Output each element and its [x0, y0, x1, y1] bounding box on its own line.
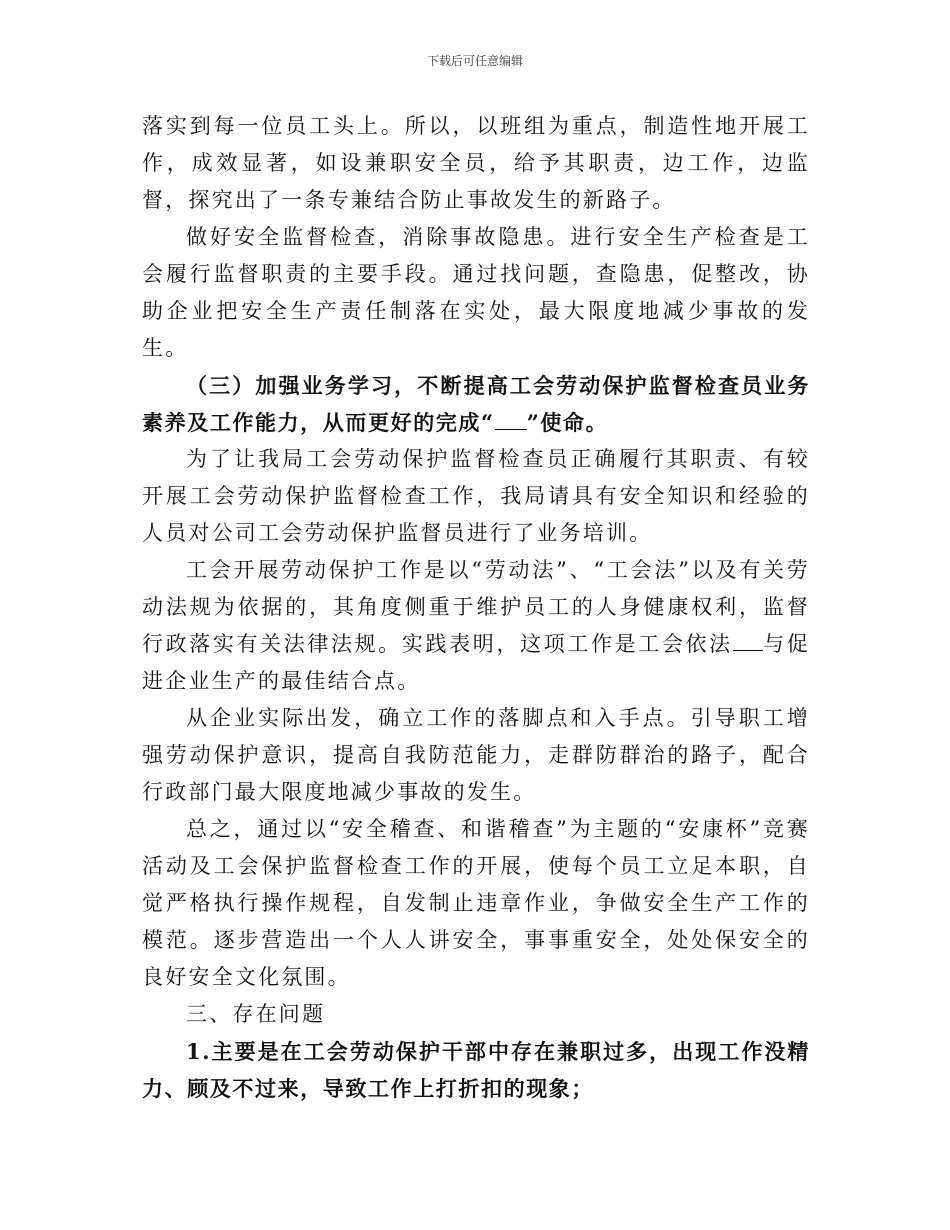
paragraph-4: 为了让我局工会劳动保护监督检查员正确履行其职责、有较开展工会劳动保护监督检查工作，我局请具有安全知识和经验的人员对公司工会劳动保护监督员进行了业务培训。: [142, 447, 810, 545]
paragraph-5: [142, 552, 810, 700]
document-body: [142, 108, 810, 1107]
paragraph-8: 1.主要是在工会劳动保护干部中存在兼职过多，出现工作没精力、顾及不过来，导致工作上打折扣的现象；: [142, 1039, 810, 1101]
fill-blank-1: [495, 409, 527, 430]
page-header: 下载后可任意编辑: [426, 54, 523, 68]
fill-blank-2: [733, 630, 763, 651]
heading-text-before: （三）加强业务学习，不断提高工会劳动保护监督检查员业务素养及工作能力，从而更好的完成“: [142, 373, 810, 435]
section-heading-3: [142, 367, 810, 441]
paragraph-7: 总之，通过以“安全稽查、和谐稽查”为主题的“安康杯”竞赛活动及工会保护监督检查工作的开展，使每个员工立足本职，自觉严格执行操作规程，自发制止违章作业，争做安全生产工作的模范。逐步营造出一个人人讲安全，事事重安全，处处保安全的良好安全文化氛围。: [142, 817, 810, 989]
paragraph-5-before: 工会开展劳动保护工作是以“劳动法”、“工会法”以及有关劳动法规为依据的，其角度侧重于维护员工的人身健康权利，监督行政落实有关法律法规。实践表明，这项工作是工会依法: [142, 558, 810, 656]
heading-text-after: ”使命。: [526, 410, 609, 435]
section-heading-problems: 三、存在问题: [186, 1002, 326, 1026]
paragraph-1: 落实到每一位员工头上。所以，以班组为重点，制造性地开展工作，成效显著，如设兼职安全员，给予其职责，边工作，边监督，探究出了一条专兼结合防止事故发生的新路子。: [142, 114, 810, 212]
paragraph-5-after: 与促进企业生产的最佳结合点。: [142, 632, 810, 693]
paragraph-2: 做好安全监督检查，消除事故隐患。进行安全生产检查是工会履行监督职责的主要手段。通过找问题，查隐患，促整改，协助企业把安全生产责任制落在实处，最大限度地减少事故的发生。: [142, 225, 810, 360]
paragraph-6: 从企业实际出发，确立工作的落脚点和入手点。引导职工增强劳动保护意识，提高自我防范能力，走群防群治的路子，配合行政部门最大限度地减少事故的发生。: [142, 706, 810, 804]
